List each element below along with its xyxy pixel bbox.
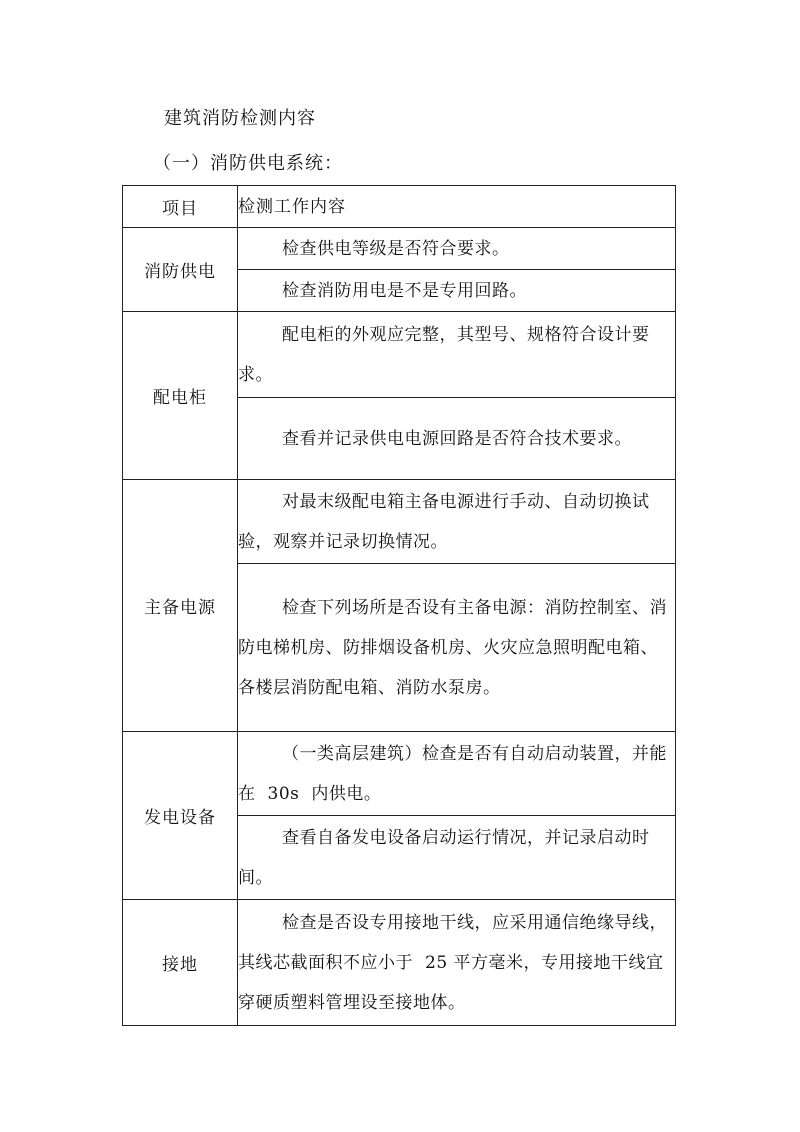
content-value: 25 平方毫米 xyxy=(425,952,524,973)
content-value: 30s xyxy=(267,783,300,804)
row-label-power-supply: 消防供电 xyxy=(123,228,238,312)
content-cell xyxy=(238,480,676,564)
table-row xyxy=(123,732,676,816)
table-row xyxy=(123,480,676,564)
section-subtitle: （一）消防供电系统： xyxy=(153,153,343,174)
content-cell xyxy=(238,270,676,312)
row-label-distribution-cabinet: 配电柜 xyxy=(123,312,238,480)
content-text: 对最末级配电箱主备电源进行手动、自动切换试验，观察并记录切换情况。 xyxy=(238,491,650,552)
content-cell xyxy=(238,900,676,1026)
page-title: 建筑消防检测内容 xyxy=(164,108,316,129)
content-text-part: 检查是否设专用接地干线，应采用通信绝缘导线，其线芯截面积不应小于 xyxy=(238,912,667,973)
row-label-grounding: 接地 xyxy=(123,900,238,1026)
table-row xyxy=(123,900,676,1026)
content-text: 查看并记录供电电源回路是否符合技术要求。 xyxy=(282,428,632,449)
header-content-cell: 检测工作内容 xyxy=(238,186,676,228)
table-row xyxy=(123,228,676,270)
content-cell xyxy=(238,228,676,270)
content-text: 配电柜的外观应完整，其型号、规格符合设计要求。 xyxy=(238,324,650,385)
content-text-part: 内供电。 xyxy=(311,783,382,804)
header-item-cell: 项目 xyxy=(123,186,238,228)
content-text: 检查下列场所是否设有主备电源：消防控制室、消防电梯机房、防排烟设备机房、火灾应急照明配电箱、各楼层消防配电箱、消防水泵房。 xyxy=(238,597,667,698)
row-label-generator: 发电设备 xyxy=(123,732,238,900)
content-text-part: （一类高层建筑）检查是否有自动启动装置，并能在 xyxy=(238,743,667,804)
content-text: 查看自备发电设备启动运行情况，并记录启动时间。 xyxy=(238,827,650,888)
content-cell xyxy=(238,816,676,900)
content-cell xyxy=(238,564,676,732)
content-text xyxy=(238,734,675,814)
table-row xyxy=(123,312,676,398)
content-text: 检查消防用电是不是专用回路。 xyxy=(282,280,527,301)
content-text-part: ，专用接地干线宜穿硬质塑料管埋设至接地体。 xyxy=(238,952,664,1013)
content-cell xyxy=(238,312,676,398)
content-cell xyxy=(238,732,676,816)
row-label-main-backup-power: 主备电源 xyxy=(123,480,238,732)
content-text xyxy=(238,903,675,1023)
content-cell xyxy=(238,398,676,480)
inspection-table xyxy=(122,185,676,1026)
content-text: 检查供电等级是否符合要求。 xyxy=(282,238,510,259)
table-header-row xyxy=(123,186,676,228)
